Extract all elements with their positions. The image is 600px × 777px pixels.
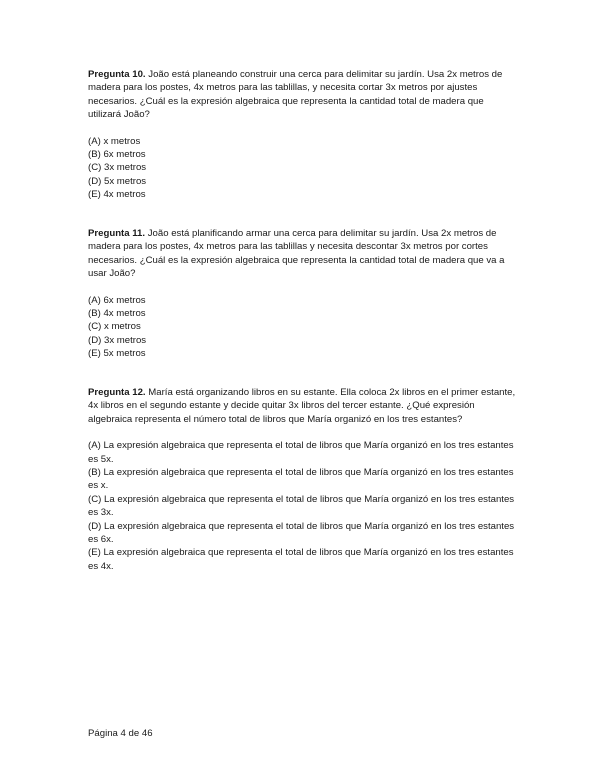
option-b: (B) La expresión algebraica que representa el total de libros que María organizó en los tres estantes es x. — [88, 467, 514, 492]
page-number: Página 4 de 46 — [88, 728, 153, 739]
question-label: Pregunta 10. — [88, 69, 146, 80]
question-text: María está organizando libros en su estante. Ella coloca 2x libros en el primer estante, 4x libros en el segundo estante y decide quitar 3x libros del tercer estante. ¿Qué expresión algebraica representa el número total de libros que María organizó en los tres estantes? — [88, 387, 516, 425]
option-e: (E) La expresión algebraica que representa el total de libros que María organizó en los tres estantes es 4x. — [88, 547, 514, 572]
question-label: Pregunta 11. — [88, 228, 146, 239]
answer-options — [88, 294, 518, 361]
option-e: (E) 4x metros — [88, 189, 146, 201]
option-b: (B) 4x metros — [88, 308, 146, 320]
question-stem — [88, 227, 518, 281]
option-a: (A) x metros — [88, 135, 141, 147]
option-c: (C) La expresión algebraica que representa el total de libros que María organizó en los tres estantes es 3x. — [88, 493, 515, 519]
question-11 — [88, 227, 518, 361]
option-c: (C) 3x metros — [88, 162, 147, 174]
option-d: (D) 3x metros — [88, 334, 147, 346]
option-a: (A) 6x metros — [88, 294, 146, 306]
question-stem — [88, 386, 518, 426]
option-d: (D) La expresión algebraica que representa el total de libros que María organizó en los tres estantes es 6x. — [88, 520, 515, 546]
answer-options — [88, 439, 518, 573]
question-stem — [88, 68, 518, 122]
question-12 — [88, 386, 518, 573]
answer-options — [88, 135, 518, 202]
question-text: João está planificando armar una cerca para delimitar su jardín. Usa 2x metros de madera para los postes, 4x metros para las tablillas y necesita descontar 3x metros por cortes necesarios. ¿Cuál es la expresión algebraica que representa la cantidad total de madera que va a usar João? — [88, 228, 505, 280]
option-c: (C) x metros — [88, 321, 141, 333]
question-text: João está planeando construir una cerca para delimitar su jardín. Usa 2x metros de madera para los postes, 4x metros para las tablillas, y necesita cortar 3x metros por ajustes necesarios. ¿Cuál es la expresión algebraica que representa la cantidad total de madera que utilizará João? — [88, 69, 503, 121]
option-a: (A) La expresión algebraica que representa el total de libros que María organizó en los tres estantes es 5x. — [88, 440, 514, 465]
question-10 — [88, 68, 518, 202]
question-label: Pregunta 12. — [88, 387, 146, 398]
option-e: (E) 5x metros — [88, 348, 146, 360]
option-b: (B) 6x metros — [88, 149, 146, 161]
option-d: (D) 5x metros — [88, 175, 147, 187]
